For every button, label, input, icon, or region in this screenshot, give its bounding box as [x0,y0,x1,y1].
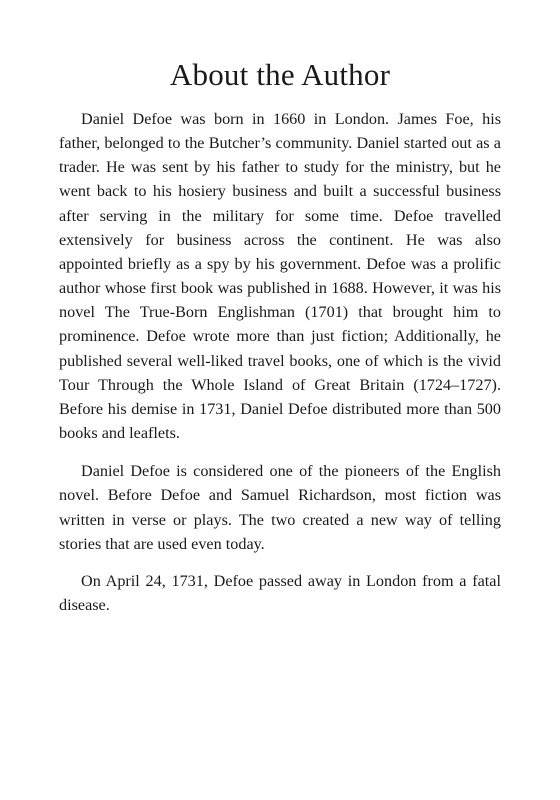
paragraph-biography: Daniel Defoe was born in 1660 in London. James Foe, his father, belonged to the Butcher’s community. Daniel started out as a trader. He was sent by his father to study for the ministry, but he went back to his hosiery business and built a successful business after serving in the military for some time. Defoe travelled extensively for business across the continent. He was also appointed briefly as a spy by his government. Defoe was a prolific author whose first book was published in 1688. However, it was his novel The True-Born Englishman (1701) that brought him to prominence. Defoe wrote more than just fiction; Additionally, he published several well-liked travel books, one of which is the vivid Tour Through the Whole Island of Great Britain (1724–1727). Before his demise in 1731, Daniel Defoe distributed more than 500 books and leaflets. [59,110,501,443]
paragraph-death: On April 24, 1731, Defoe passed away in London from a fatal disease. [59,571,501,614]
page-title: About the Author [169,57,391,92]
paragraph-legacy: Daniel Defoe is considered one of the pioneers of the English novel. Before Defoe and Samuel Richardson, most fiction was written in verse or plays. The two created a new way of telling stories that are used even today. [59,462,501,553]
